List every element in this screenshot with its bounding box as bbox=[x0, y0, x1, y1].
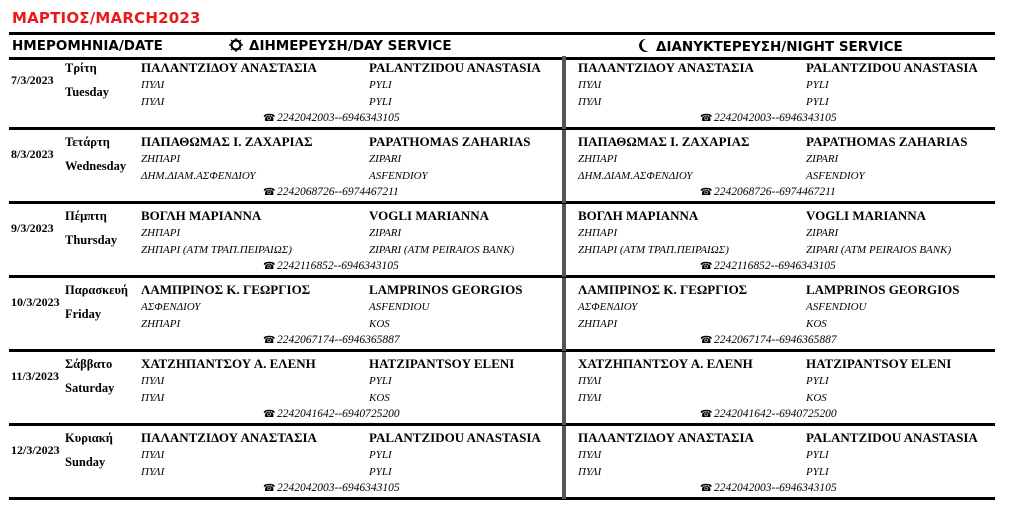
location-english-2: KOS bbox=[369, 392, 390, 404]
night-service-entry bbox=[574, 60, 994, 126]
pharmacist-name-english: LAMPRINOS GEORGIOS bbox=[806, 282, 960, 297]
location-english-2: PYLI bbox=[369, 466, 392, 478]
moon-icon bbox=[637, 38, 650, 57]
pharmacist-name-english: PALANTZIDOU ANASTASIA bbox=[806, 430, 978, 445]
location-greek-1: ΑΣΦΕΝΔΙΟΥ bbox=[578, 301, 638, 313]
table-row bbox=[9, 204, 995, 278]
weekday-english: Tuesday bbox=[65, 85, 110, 99]
location-greek-1: ΠΥΛΙ bbox=[578, 79, 602, 91]
row-date: 8/3/2023 bbox=[11, 147, 54, 161]
phone-icon: ☎ bbox=[263, 187, 276, 198]
pharmacist-name-greek: ΧΑΤΖΗΠΑΝΤΣΟΥ Α. ΕΛΕΝΗ bbox=[141, 356, 316, 371]
night-service-entry bbox=[574, 430, 994, 496]
location-english-2: KOS bbox=[806, 318, 827, 330]
location-english-2: KOS bbox=[806, 392, 827, 404]
phone-numbers bbox=[263, 334, 400, 346]
weekday-english: Saturday bbox=[65, 381, 115, 395]
location-greek-2: ΖΗΠΑΡΙ (ΑΤΜ ΤΡΑΠ.ΠΕΙΡΑΙΩΣ) bbox=[141, 244, 292, 256]
pharmacist-name-greek: ΠΑΛΑΝΤΖΙΔΟΥ ΑΝΑΣΤΑΣΙΑ bbox=[141, 430, 317, 445]
column-separator bbox=[562, 278, 566, 351]
phone-icon: ☎ bbox=[263, 335, 276, 346]
pharmacist-name-english: VOGLI MARIANNA bbox=[806, 208, 926, 223]
phone-number-text: 2242067174--6946365887 bbox=[277, 334, 400, 346]
location-greek-1: ΠΥΛΙ bbox=[141, 79, 165, 91]
location-english-1: ZIPARI bbox=[369, 227, 402, 239]
location-greek-2: ΠΥΛΙ bbox=[578, 392, 602, 404]
location-greek-2: ΠΥΛΙ bbox=[578, 466, 602, 478]
row-date: 10/3/2023 bbox=[11, 295, 60, 309]
phone-icon: ☎ bbox=[263, 113, 276, 124]
column-separator bbox=[562, 56, 566, 129]
pharmacist-name-greek: ΒΟΓΛΗ ΜΑΡΙΑΝΝΑ bbox=[578, 208, 699, 223]
phone-numbers bbox=[700, 186, 836, 198]
pharmacist-name-greek: ΒΟΓΛΗ ΜΑΡΙΑΝΝΑ bbox=[141, 208, 262, 223]
weekday-english: Wednesday bbox=[65, 159, 127, 173]
pharmacist-name-greek: ΠΑΛΑΝΤΖΙΔΟΥ ΑΝΑΣΤΑΣΙΑ bbox=[578, 60, 754, 75]
night-service-label: ΔΙΑΝΥΚΤΕΡΕΥΣΗ/NIGHT SERVICE bbox=[656, 39, 903, 55]
phone-number-text: 2242042003--6946343105 bbox=[714, 112, 837, 124]
day-service-entry bbox=[137, 282, 557, 348]
pharmacist-name-greek: ΧΑΤΖΗΠΑΝΤΣΟΥ Α. ΕΛΕΝΗ bbox=[578, 356, 753, 371]
location-english-1: PYLI bbox=[369, 449, 392, 461]
page-title: ΜΑΡΤΙΟΣ/MARCH2023 bbox=[12, 9, 201, 27]
table-row bbox=[9, 426, 995, 500]
sun-icon bbox=[229, 38, 243, 56]
pharmacist-name-english: PALANTZIDOU ANASTASIA bbox=[369, 430, 541, 445]
row-date: 12/3/2023 bbox=[11, 443, 60, 457]
phone-numbers bbox=[263, 482, 400, 494]
pharmacist-name-english: PALANTZIDOU ANASTASIA bbox=[806, 60, 978, 75]
column-separator bbox=[562, 352, 566, 425]
location-english-2: PYLI bbox=[806, 466, 829, 478]
phone-number-text: 2242068726--6974467211 bbox=[714, 186, 836, 198]
location-english-1: PYLI bbox=[369, 375, 392, 387]
location-english-2: ASFENDIOY bbox=[806, 170, 865, 182]
phone-icon: ☎ bbox=[263, 409, 276, 420]
location-english-2: ASFENDIOY bbox=[369, 170, 428, 182]
phone-icon: ☎ bbox=[263, 483, 276, 494]
phone-number-text: 2242042003--6946343105 bbox=[714, 482, 837, 494]
night-service-entry bbox=[574, 356, 994, 422]
location-greek-2: ΖΗΠΑΡΙ bbox=[578, 318, 618, 330]
weekday-greek: Κυριακή bbox=[65, 431, 113, 445]
pharmacist-name-greek: ΠΑΠΑΘΩΜΑΣ Ι. ΖΑΧΑΡΙΑΣ bbox=[141, 134, 313, 149]
location-greek-1: ΖΗΠΑΡΙ bbox=[578, 153, 618, 165]
day-service-entry bbox=[137, 60, 557, 126]
row-date: 7/3/2023 bbox=[11, 73, 54, 87]
location-english-1: PYLI bbox=[806, 375, 829, 387]
pharmacist-name-english: VOGLI MARIANNA bbox=[369, 208, 489, 223]
phone-number-text: 2242116852--6946343105 bbox=[714, 260, 836, 272]
night-service-entry bbox=[574, 208, 994, 274]
pharmacist-name-english: HATZIPANTSOY ELENI bbox=[369, 356, 515, 371]
phone-icon: ☎ bbox=[700, 335, 713, 346]
day-service-entry bbox=[137, 208, 557, 274]
location-greek-2: ΔΗΜ.ΔΙΑΜ.ΑΣΦΕΝΔΙΟΥ bbox=[578, 170, 693, 182]
phone-numbers bbox=[263, 112, 400, 124]
location-english-1: PYLI bbox=[806, 79, 829, 91]
day-service-label: ΔΙΗΜΕΡΕΥΣΗ/DAY SERVICE bbox=[249, 38, 452, 54]
weekday-greek: Τετάρτη bbox=[65, 135, 110, 149]
pharmacist-name-english: PAPATHOMAS ZAHARIAS bbox=[806, 134, 968, 149]
location-greek-2: ΔΗΜ.ΔΙΑΜ.ΑΣΦΕΝΔΙΟΥ bbox=[141, 170, 256, 182]
pharmacist-name-english: PAPATHOMAS ZAHARIAS bbox=[369, 134, 531, 149]
location-english-1: ZIPARI bbox=[369, 153, 402, 165]
weekday-greek: Παρασκευή bbox=[65, 283, 129, 297]
phone-number-text: 2242042003--6946343105 bbox=[277, 482, 400, 494]
night-service-entry bbox=[574, 282, 994, 348]
phone-numbers bbox=[263, 186, 399, 198]
phone-number-text: 2242068726--6974467211 bbox=[277, 186, 399, 198]
location-english-2: KOS bbox=[369, 318, 390, 330]
location-english-1: ZIPARI bbox=[806, 153, 839, 165]
location-english-2: PYLI bbox=[369, 96, 392, 108]
day-service-entry bbox=[137, 430, 557, 496]
location-greek-1: ΖΗΠΑΡΙ bbox=[141, 153, 181, 165]
table-row bbox=[9, 56, 995, 130]
day-service-entry bbox=[137, 356, 557, 422]
phone-icon: ☎ bbox=[700, 409, 713, 420]
location-greek-1: ΑΣΦΕΝΔΙΟΥ bbox=[141, 301, 201, 313]
location-greek-2: ΠΥΛΙ bbox=[141, 466, 165, 478]
location-greek-2: ΠΥΛΙ bbox=[141, 392, 165, 404]
weekday-greek: Τρίτη bbox=[65, 61, 97, 75]
phone-numbers bbox=[263, 260, 399, 272]
phone-icon: ☎ bbox=[700, 113, 713, 124]
night-service-column-header bbox=[637, 38, 903, 57]
location-greek-1: ΠΥΛΙ bbox=[141, 375, 165, 387]
location-greek-1: ΖΗΠΑΡΙ bbox=[141, 227, 181, 239]
location-greek-1: ΠΥΛΙ bbox=[141, 449, 165, 461]
phone-icon: ☎ bbox=[700, 483, 713, 494]
location-greek-2: ΖΗΠΑΡΙ bbox=[141, 318, 181, 330]
phone-number-text: 2242041642--6940725200 bbox=[277, 408, 400, 420]
location-greek-1: ΠΥΛΙ bbox=[578, 449, 602, 461]
phone-icon: ☎ bbox=[700, 187, 713, 198]
table-row bbox=[9, 352, 995, 426]
phone-numbers bbox=[700, 112, 837, 124]
date-column-header: ΗΜΕΡΟΜΗΝΙΑ/DATE bbox=[12, 38, 163, 54]
location-english-2: ZIPARI (ATM PEIRAIOS BANK) bbox=[806, 244, 952, 256]
pharmacist-name-english: PALANTZIDOU ANASTASIA bbox=[369, 60, 541, 75]
day-service-entry bbox=[137, 134, 557, 200]
location-greek-1: ΖΗΠΑΡΙ bbox=[578, 227, 618, 239]
night-service-entry bbox=[574, 134, 994, 200]
weekday-english: Friday bbox=[65, 307, 102, 321]
day-service-column-header bbox=[229, 38, 452, 56]
location-greek-2: ΖΗΠΑΡΙ (ΑΤΜ ΤΡΑΠ.ΠΕΙΡΑΙΩΣ) bbox=[578, 244, 729, 256]
location-english-1: ASFENDIOU bbox=[369, 301, 430, 313]
table-row bbox=[9, 278, 995, 352]
weekday-greek: Πέμπτη bbox=[65, 209, 107, 223]
row-date: 11/3/2023 bbox=[11, 369, 60, 383]
weekday-english: Sunday bbox=[65, 455, 106, 469]
phone-icon: ☎ bbox=[263, 261, 276, 272]
phone-numbers bbox=[263, 408, 400, 420]
pharmacist-name-english: LAMPRINOS GEORGIOS bbox=[369, 282, 523, 297]
phone-numbers bbox=[700, 482, 837, 494]
column-separator bbox=[562, 204, 566, 277]
weekday-greek: Σάββατο bbox=[65, 357, 113, 371]
column-separator bbox=[562, 130, 566, 203]
phone-icon: ☎ bbox=[700, 261, 713, 272]
location-english-1: ZIPARI bbox=[806, 227, 839, 239]
location-english-1: PYLI bbox=[806, 449, 829, 461]
pharmacist-name-greek: ΠΑΛΑΝΤΖΙΔΟΥ ΑΝΑΣΤΑΣΙΑ bbox=[141, 60, 317, 75]
pharmacist-name-greek: ΛΑΜΠΡΙΝΟΣ Κ. ΓΕΩΡΓΙΟΣ bbox=[141, 282, 311, 297]
pharmacist-name-greek: ΛΑΜΠΡΙΝΟΣ Κ. ΓΕΩΡΓΙΟΣ bbox=[578, 282, 748, 297]
weekday-english: Thursday bbox=[65, 233, 118, 247]
phone-numbers bbox=[700, 260, 836, 272]
pharmacist-name-greek: ΠΑΛΑΝΤΖΙΔΟΥ ΑΝΑΣΤΑΣΙΑ bbox=[578, 430, 754, 445]
location-english-2: PYLI bbox=[806, 96, 829, 108]
pharmacist-name-greek: ΠΑΠΑΘΩΜΑΣ Ι. ΖΑΧΑΡΙΑΣ bbox=[578, 134, 750, 149]
row-date: 9/3/2023 bbox=[11, 221, 54, 235]
location-greek-1: ΠΥΛΙ bbox=[578, 375, 602, 387]
phone-numbers bbox=[700, 408, 837, 420]
location-greek-2: ΠΥΛΙ bbox=[141, 96, 165, 108]
phone-numbers bbox=[700, 334, 837, 346]
location-english-1: ASFENDIOU bbox=[806, 301, 867, 313]
location-english-1: PYLI bbox=[369, 79, 392, 91]
location-greek-2: ΠΥΛΙ bbox=[578, 96, 602, 108]
pharmacist-name-english: HATZIPANTSOY ELENI bbox=[806, 356, 952, 371]
table-row bbox=[9, 130, 995, 204]
phone-number-text: 2242042003--6946343105 bbox=[277, 112, 400, 124]
column-separator bbox=[562, 426, 566, 499]
phone-number-text: 2242067174--6946365887 bbox=[714, 334, 837, 346]
location-english-2: ZIPARI (ATM PEIRAIOS BANK) bbox=[369, 244, 515, 256]
phone-number-text: 2242116852--6946343105 bbox=[277, 260, 399, 272]
phone-number-text: 2242041642--6940725200 bbox=[714, 408, 837, 420]
